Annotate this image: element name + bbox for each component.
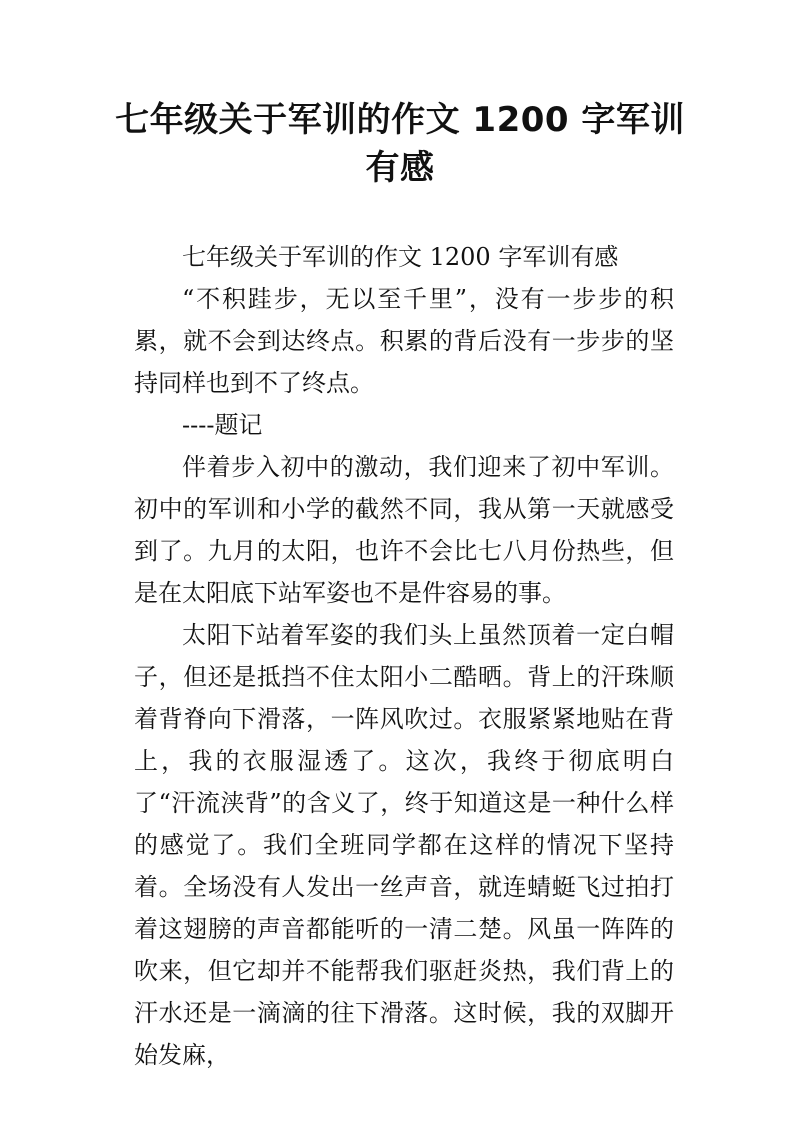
paragraph-quote: “不积跬步，无以至千里”，没有一步步的积累，就不会到达终点。积累的背后没有一步步的坚持同样也到不了终点。 bbox=[134, 285, 674, 397]
paragraph-subtitle: 七年级关于军训的作文 1200 字军训有感 bbox=[182, 243, 619, 271]
paragraph-training: 太阳下站着军姿的我们头上虽然顶着一定白帽子，但还是抵挡不住太阳小二酷晒。背上的汗珠顺着背脊向下滑落，一阵风吹过。衣服紧紧地贴在背上，我的衣服湿透了。这次，我终于彻底明白了“汗流浃背”的含义了，终于知道这是一种什么样的感觉了。我们全班同学都在这样的情况下坚持着。全场没有人发出一丝声音，就连蜻蜓飞过拍打着这翅膀的声音都能听的一清二楚。风虽一阵阵的吹来，但它却并不能帮我们驱赶炎热，我们背上的汗水还是一滴滴的往下滑落。这时候，我的双脚开始发麻， bbox=[134, 621, 674, 1069]
document-title: 七年级关于军训的作文 1200 字军训有感 bbox=[115, 100, 685, 188]
document-body bbox=[134, 236, 674, 1076]
paragraph-epigraph: ----题记 bbox=[182, 411, 263, 439]
paragraph-intro: 伴着步入初中的激动，我们迎来了初中军训。初中的军训和小学的截然不同，我从第一天就感受到了。九月的太阳，也许不会比七八月份热些，但是在太阳底下站军姿也不是件容易的事。 bbox=[134, 453, 674, 607]
